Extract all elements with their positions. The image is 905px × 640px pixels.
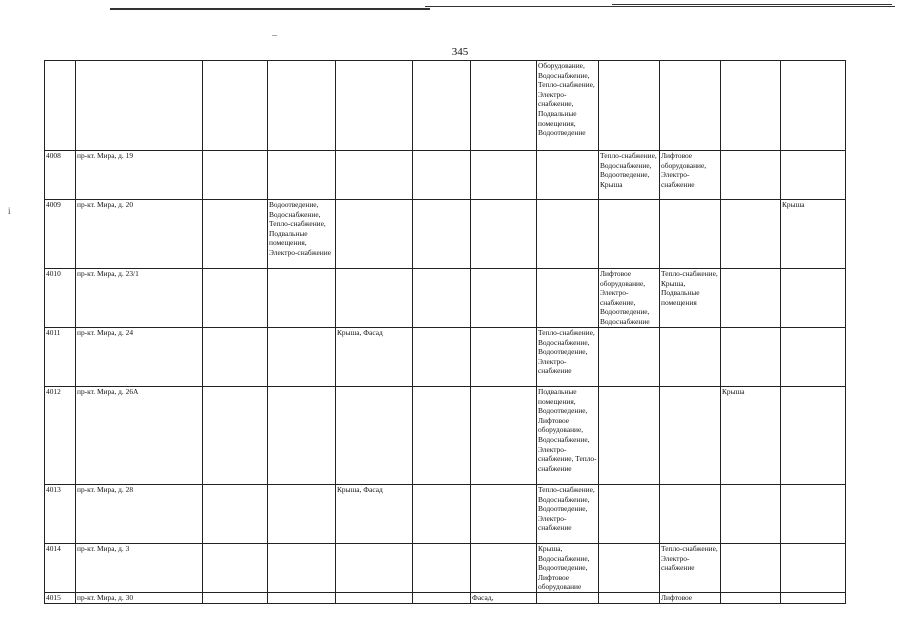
table-cell xyxy=(268,328,336,387)
table-cell xyxy=(599,593,660,604)
table-cell: Крыша, Водоснабжение, Водоотведение, Лифтовое оборудование xyxy=(537,544,599,593)
table-cell xyxy=(781,485,846,544)
table-cell: Лифтовое оборудование, Электро-снабжение, Водоотведение, Водоснабжение xyxy=(599,269,660,328)
table-cell xyxy=(599,61,660,151)
table-cell: Подвальные помещения, Водоотведение, Лифтовое оборудование, Водоснабжение, Электро-снабжение, Тепло-снабжение xyxy=(537,387,599,485)
table-cell xyxy=(413,269,471,328)
table-cell: Крыша xyxy=(721,387,781,485)
table-cell: Крыша xyxy=(781,200,846,269)
table-row xyxy=(45,61,846,151)
table-cell xyxy=(721,61,781,151)
table-cell xyxy=(537,200,599,269)
table-cell xyxy=(471,544,537,593)
row-address xyxy=(76,61,203,151)
table-cell xyxy=(471,485,537,544)
table-cell: Тепло-снабжение, Водоснабжение, Водоотведение, Электро-снабжение xyxy=(537,485,599,544)
table-cell xyxy=(471,151,537,200)
table-cell: Тепло-снабжение, Электро-снабжение xyxy=(660,544,721,593)
table-cell xyxy=(721,200,781,269)
table-row xyxy=(45,151,846,200)
table-cell xyxy=(660,485,721,544)
table-cell xyxy=(781,387,846,485)
table-cell xyxy=(721,151,781,200)
row-address: пр-кт. Мира, д. 26А xyxy=(76,387,203,485)
table-cell xyxy=(599,328,660,387)
row-address: пр-кт. Мира, д. 30 xyxy=(76,593,203,604)
table-cell xyxy=(660,328,721,387)
row-address: пр-кт. Мира, д. 24 xyxy=(76,328,203,387)
table-cell xyxy=(660,200,721,269)
table-cell xyxy=(336,151,413,200)
row-number: 4014 xyxy=(45,544,76,593)
table-cell xyxy=(537,269,599,328)
scan-edge-mark: i xyxy=(8,206,11,216)
table-cell: Тепло-снабжение, Водоснабжение, Водоотведение, Электро-снабжение xyxy=(537,328,599,387)
table-cell: Крыша, Фасад xyxy=(336,485,413,544)
row-address: пр-кт. Мира, д. 20 xyxy=(76,200,203,269)
table-cell xyxy=(268,387,336,485)
table-cell xyxy=(471,61,537,151)
table-cell xyxy=(336,61,413,151)
table-cell xyxy=(781,544,846,593)
table-cell xyxy=(203,61,268,151)
table-cell xyxy=(781,61,846,151)
row-address: пр-кт. Мира, д. 23/1 xyxy=(76,269,203,328)
table-cell: Лифтовое оборудование, Электро-снабжение xyxy=(660,151,721,200)
table-cell xyxy=(471,328,537,387)
table-cell xyxy=(336,544,413,593)
row-number: 4008 xyxy=(45,151,76,200)
row-number: 4009 xyxy=(45,200,76,269)
table-cell xyxy=(599,544,660,593)
table-row xyxy=(45,269,846,328)
row-number: 4010 xyxy=(45,269,76,328)
row-address: пр-кт. Мира, д. 28 xyxy=(76,485,203,544)
page-number: 345 xyxy=(451,46,469,58)
table-cell xyxy=(336,387,413,485)
row-number: 4011 xyxy=(45,328,76,387)
table-cell xyxy=(336,200,413,269)
table-cell xyxy=(721,544,781,593)
table-cell xyxy=(413,328,471,387)
scan-top-line-far xyxy=(612,4,892,5)
table-cell xyxy=(721,328,781,387)
table-cell xyxy=(336,269,413,328)
table-cell xyxy=(203,328,268,387)
table-cell xyxy=(268,544,336,593)
table-row xyxy=(45,485,846,544)
table-cell xyxy=(203,269,268,328)
table-cell xyxy=(203,151,268,200)
table-cell: Фасад, xyxy=(471,593,537,604)
table-cell xyxy=(537,593,599,604)
table-cell xyxy=(599,200,660,269)
row-address: пр-кт. Мира, д. 19 xyxy=(76,151,203,200)
table-cell xyxy=(721,593,781,604)
table-cell xyxy=(660,387,721,485)
scan-dash-mark: – xyxy=(272,30,277,41)
table-cell xyxy=(268,593,336,604)
table-cell xyxy=(781,151,846,200)
table-cell xyxy=(413,593,471,604)
table-cell xyxy=(471,269,537,328)
table-cell xyxy=(721,485,781,544)
table-row xyxy=(45,328,846,387)
table-cell xyxy=(471,200,537,269)
table-cell xyxy=(660,61,721,151)
table-cell xyxy=(203,200,268,269)
table-cell xyxy=(336,593,413,604)
table-cell xyxy=(203,387,268,485)
table-cell xyxy=(599,485,660,544)
row-number: 4012 xyxy=(45,387,76,485)
table-row xyxy=(45,544,846,593)
table-cell xyxy=(721,269,781,328)
table-cell xyxy=(203,544,268,593)
table-cell: Тепло-снабжение, Водоснабжение, Водоотведение, Крыша xyxy=(599,151,660,200)
table-cell xyxy=(413,544,471,593)
table-cell xyxy=(781,593,846,604)
table-cell: Оборудование, Водоснабжение, Тепло-снабжение, Электро-снабжение, Подвальные помещения, Водоотведение xyxy=(537,61,599,151)
table-cell xyxy=(599,387,660,485)
table-row xyxy=(45,387,846,485)
table-cell xyxy=(413,200,471,269)
row-number xyxy=(45,61,76,151)
table-cell xyxy=(781,269,846,328)
table-cell: Лифтовое xyxy=(660,593,721,604)
scan-top-line-left xyxy=(110,8,430,10)
table-cell xyxy=(413,61,471,151)
table-cell: Тепло-снабжение, Крыша, Подвальные помещения xyxy=(660,269,721,328)
table-cell xyxy=(268,269,336,328)
table-cell xyxy=(413,485,471,544)
table-cell xyxy=(203,485,268,544)
scan-top-line-right xyxy=(425,6,895,7)
row-number: 4013 xyxy=(45,485,76,544)
table-cell xyxy=(413,387,471,485)
table-cell xyxy=(268,485,336,544)
table-cell: Водоотведение, Водоснабжение, Тепло-снабжение, Подвальные помещения, Электро-снабжение xyxy=(268,200,336,269)
table-row xyxy=(45,200,846,269)
table-cell xyxy=(413,151,471,200)
table-cell xyxy=(268,151,336,200)
table-cell xyxy=(268,61,336,151)
table-cell xyxy=(781,328,846,387)
document-table xyxy=(44,60,846,604)
table-cell xyxy=(471,387,537,485)
row-number: 4015 xyxy=(45,593,76,604)
table-row xyxy=(45,593,846,604)
table-cell xyxy=(537,151,599,200)
row-address: пр-кт. Мира, д. 3 xyxy=(76,544,203,593)
table-cell xyxy=(203,593,268,604)
table-cell: Крыша, Фасад xyxy=(336,328,413,387)
